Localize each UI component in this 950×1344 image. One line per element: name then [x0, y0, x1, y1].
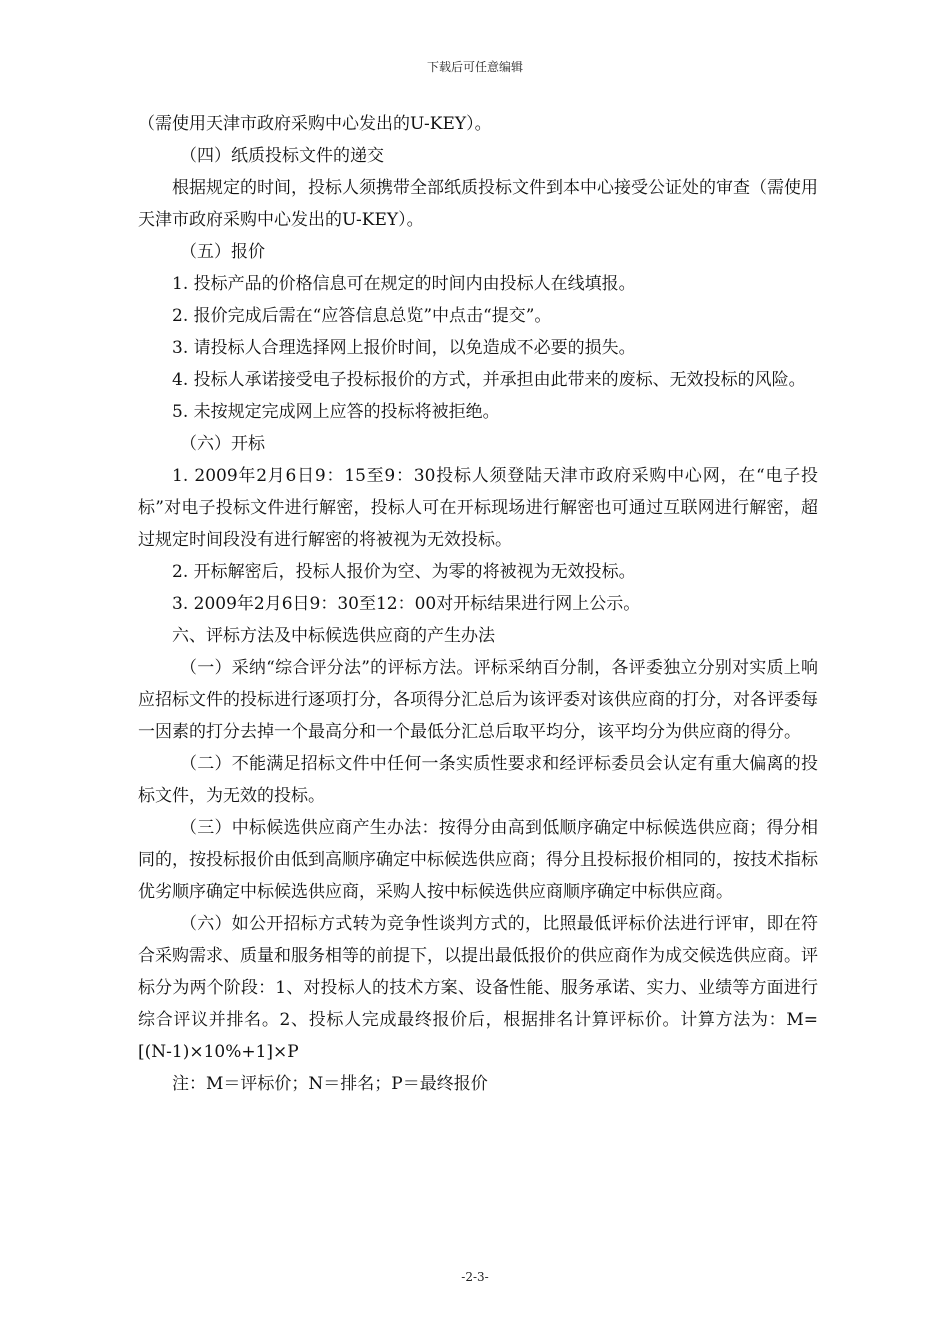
- note: 注：M＝评标价；N＝排名；P＝最终报价: [172, 1074, 488, 1094]
- section-heading: 六、评标方法及中标候选供应商的产生办法: [172, 626, 495, 646]
- list-item: 2. 报价完成后需在“应答信息总览”中点击“提交”。: [172, 306, 552, 326]
- list-item: 5. 未按规定完成网上应答的投标将被拒绝。: [172, 402, 500, 422]
- list-item: 3. 2009年2月6日9：30至12：00对开标结果进行网上公示。: [172, 594, 641, 614]
- paragraph: 根据规定的时间，投标人须携带全部纸质投标文件到本中心接受公证处的审查（需使用天津市政府采购中心发出的U-KEY）。: [138, 178, 818, 230]
- section-heading: （四）纸质投标文件的递交: [180, 146, 384, 166]
- list-item: 4. 投标人承诺接受电子投标报价的方式，并承担由此带来的废标、无效投标的风险。: [172, 370, 806, 390]
- paragraph: （需使用天津市政府采购中心发出的U-KEY）。: [138, 114, 492, 134]
- list-item: 1. 2009年2月6日9：15至9：30投标人须登陆天津市政府采购中心网，在“电子投标”对电子投标文件进行解密，投标人可在开标现场进行解密也可通过互联网进行解密，超过规定时间段没有进行解密的将被视为无效投标。: [138, 466, 818, 550]
- paragraph: （三）中标候选供应商产生办法：按得分由高到低顺序确定中标候选供应商；得分相同的，按投标报价由低到高顺序确定中标候选供应商；得分且投标报价相同的，按技术指标优劣顺序确定中标候选供应商，采购人按中标候选供应商顺序确定中标供应商。: [138, 818, 818, 902]
- paragraph: （二）不能满足招标文件中任何一条实质性要求和经评标委员会认定有重大偏离的投标文件，为无效的投标。: [138, 754, 818, 806]
- list-item: 1. 投标产品的价格信息可在规定的时间内由投标人在线填报。: [172, 274, 636, 294]
- paragraph: （一）采纳“综合评分法”的评标方法。评标采纳百分制，各评委独立分别对实质上响应招标文件的投标进行逐项打分，各项得分汇总后为该评委对该供应商的打分，对各评委每一因素的打分去掉一个最高分和一个最低分汇总后取平均分，该平均分为供应商的得分。: [138, 658, 818, 742]
- list-item: 2. 开标解密后，投标人报价为空、为零的将被视为无效投标。: [172, 562, 636, 582]
- section-heading: （六）开标: [180, 434, 265, 454]
- section-heading: （五）报价: [180, 242, 265, 262]
- list-item: 3. 请投标人合理选择网上报价时间，以免造成不必要的损失。: [172, 338, 636, 358]
- paragraph: （六）如公开招标方式转为竞争性谈判方式的，比照最低评标价法进行评审，即在符合采购需求、质量和服务相等的前提下，以提出最低报价的供应商作为成交候选供应商。评标分为两个阶段：1、对投标人的技术方案、设备性能、服务承诺、实力、业绩等方面进行综合评议并排名。2、投标人完成最终报价后，根据排名计算评标价。计算方法为：M=[(N-1)×10%+1]×P: [138, 914, 818, 1062]
- page-number: -2-3-: [461, 1270, 489, 1284]
- page-header: 下载后可任意编辑: [426, 60, 523, 74]
- document-body: [138, 108, 818, 1100]
